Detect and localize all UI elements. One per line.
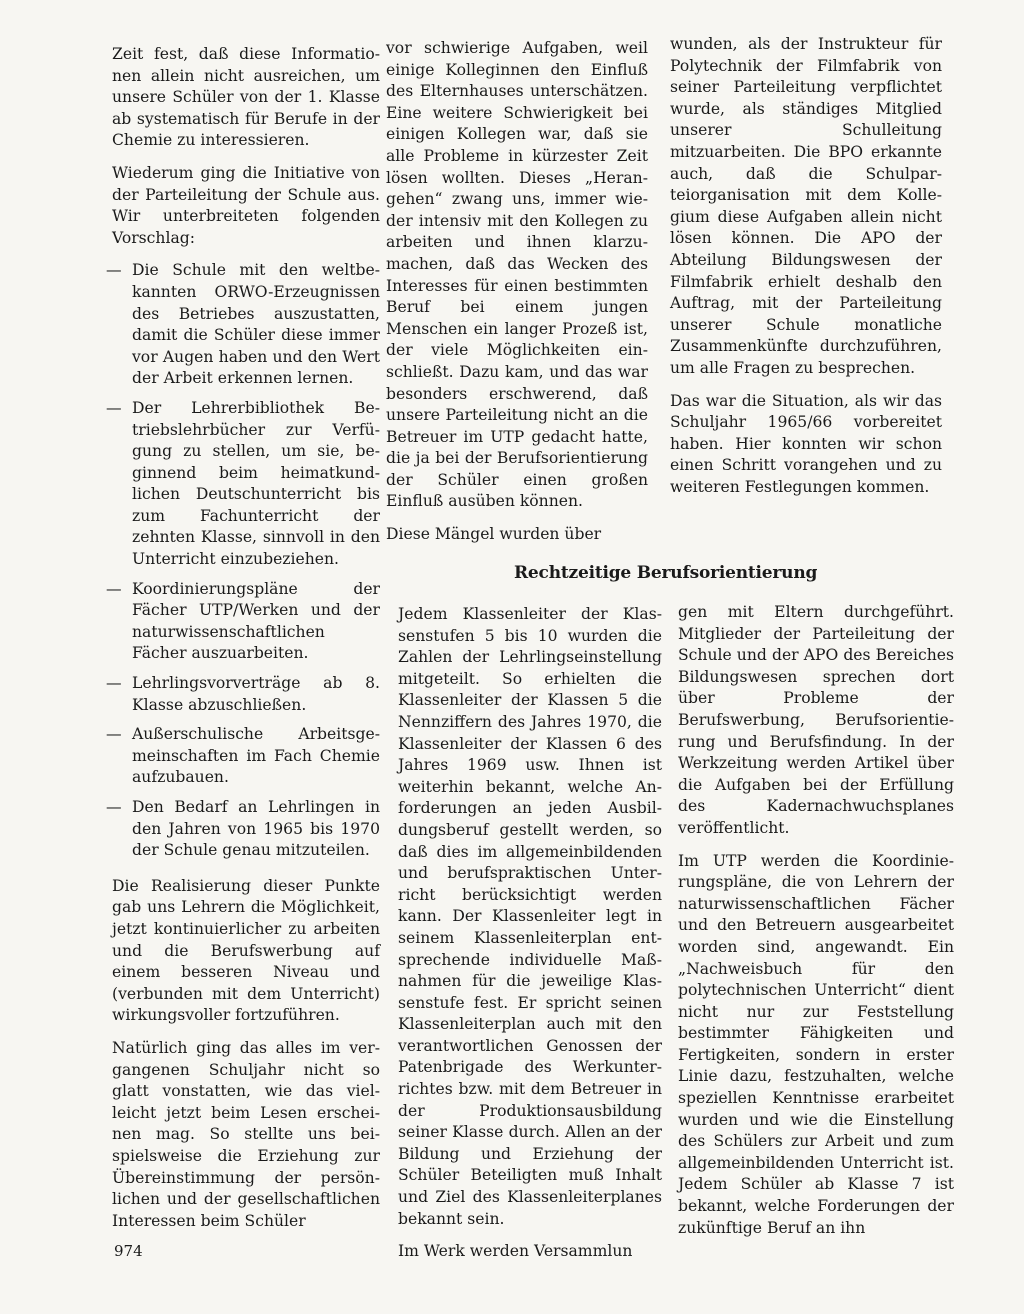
list-item: — Koordinierungspläne der Fächer UTP/Werken und der naturwissenschaftlichen Fächer auszuarbeiten. — [112, 579, 380, 665]
proposal-list — [112, 260, 380, 861]
paragraph: Das war die Situation, als wir das Schuljahr 1965/66 vorbereitet haben. Hier konnten wir schon einen Schritt vorangehen und zu weiteren Festlegungen kommen. — [670, 391, 942, 496]
column-3 — [670, 34, 942, 509]
column-1 — [112, 44, 380, 1243]
paragraph: vor schwierige Aufgaben, weil einige Kolleginnen den Einfluß des Elternhauses unterschätzen. Eine weitere Schwierigkeit bei einigen Kollegen war, daß sie alle Probleme in kürzester Zeit lösen wollten. Dieses „Herangehen“ zwang uns, immer wieder intensiv mit den Kollegen zu arbeiten und ihnen klarzumachen, daß das Wecken des Interesses für einen bestimmten Beruf bei einem jungen Menschen ein langer Prozeß ist, der viele Möglichkeiten einschließt. Dazu kam, und das war besonders erschwerend, daß unsere Parteileitung nicht an die Betreuer im UTP gedacht hatte, die ja bei der Berufsorientierung der Schüler einen großen Einfluß ausüben können. — [386, 39, 648, 511]
paragraph: wunden, als der Instrukteur für Polytechnik der Filmfabrik von seiner Parteileitung verpflichtet wurde, als ständiges Mitglied unserer Schulleitung mitzuarbeiten. Die BPO erkannte auch, daß die Schulparteiorganisation mit dem Kollegium diese Aufgaben allein nicht lösen können. Die APO der Abteilung Bildungswesen der Filmfabrik erhielt deshalb den Auftrag, mit der Parteileitung unserer Schule monatliche Zusammenkünfte durchzuführen, um alle Fragen zu besprechen. — [670, 35, 942, 377]
list-item: — Den Bedarf an Lehrlingen in den Jahren von 1965 bis 1970 der Schule genau mitzuteilen. — [112, 797, 380, 862]
paragraph: Diese Mängel wurden über — [386, 525, 602, 544]
list-item: — Die Schule mit den weltbekannten ORWO-Erzeugnissen des Betriebes auszustatten, damit die Schüler diese immer vor Augen haben und den Wert der Arbeit erkennen lernen. — [112, 260, 380, 390]
column-2 — [386, 38, 648, 557]
paragraph: Jedem Klassenleiter der Klassenstufen 5 bis 10 wurden die Zahlen der Lehrlingseinstellung mitgeteilt. So erhielten die Klassenleiter der Klassen 5 die Nennziffern des Jahres 1970, die Klassenleiter der Klassen 6 des Jahres 1969 usw. Ihnen ist weiterhin bekannt, welche Anforderungen an jeden Ausbildungsberuf gestellt werden, so daß dies im allgemeinbildenden und berufspraktischen Unterricht berücksichtigt werden kann. Der Klassenleiter legt in seinem Klassenleiterplan entsprechende individuelle Maßnahmen für die jeweilige Klassenstufe fest. Er spricht seinen Klassenleiterplan auch mit den verantwortlichen Genossen der Patenbrigade des Werkunterrichtes bzw. mit dem Betreuer in der Produktionsausbildung seiner Klasse durch. Allen an der Bildung und Erziehung der Schüler Beteiligten muß Inhalt und Ziel des Klassenleiterplanes bekannt sein. — [398, 605, 662, 1228]
paragraph: Wiederum ging die Initiative von der Parteileitung der Schule aus. Wir unterbreiteten folgenden Vorschlag: — [112, 163, 380, 247]
paragraph: Natürlich ging das alles im vergangenen Schuljahr nicht so glatt vonstatten, wie das vielleicht jetzt beim Lesen erscheinen mag. So stellte uns beispielsweise die Erziehung zur Übereinstimmung der persönlichen und der gesellschaftlichen Interessen beim Schüler — [112, 1038, 380, 1230]
paragraph: Zeit fest, daß diese Informationen allein nicht ausreichen, um unsere Schüler von der 1. Klasse ab systematisch für Berufe in der Chemie zu interessieren. — [112, 45, 380, 150]
paragraph: gen mit Eltern durchgeführt. Mitglieder der Parteileitung der Schule und der APO des Bereiches Bildungswesen sprechen dort über Probleme der Berufswerbung, Berufsorientierung und Berufsfindung. In der Werkzeitung werden Artikel über die Aufgaben bei der Erfüllung des Kadernachwuchsplanes veröffentlicht. — [678, 603, 954, 837]
list-item: — Außerschulische Arbeitsgemeinschaften im Fach Chemie aufzubauen. — [112, 724, 380, 789]
section-heading: Rechtzeitige Berufsorientierung — [514, 563, 818, 583]
paragraph: Im UTP werden die Koordinierungspläne, die von Lehrern der naturwissenschaftlichen Fächer und den Betreuern ausgearbeitet worden sind, angewandt. Ein „Nachweisbuch für den polytechnischen Unterricht“ dient nicht nur zur Feststellung bestimmter Fähigkeiten und Fertigkeiten, sondern in erster Linie dazu, festzuhalten, welche speziellen Kenntnisse erarbeitet wurden und wie die Einstellung des Schülers zur Arbeit und zum allgemeinbildenden Unterricht ist. Jedem Schüler ab Klasse 7 ist bekannt, welche Forderungen der zukünftige Beruf an ihn — [678, 851, 954, 1237]
column-5 — [678, 602, 954, 1250]
paragraph: Die Realisierung dieser Punkte gab uns Lehrern die Möglichkeit, jetzt kontinuierlicher zu arbeiten und die Berufswerbung auf einem besseren Niveau und (verbunden mit dem Unterricht) wirkungsvoller fortzuführen. — [112, 876, 380, 1025]
column-4 — [398, 604, 662, 1274]
list-item: — Lehrlingsvorverträge ab 8. Klasse abzuschließen. — [112, 673, 380, 716]
page-number: 974 — [114, 1242, 143, 1260]
paragraph: Im Werk werden Versammlun — [398, 1242, 633, 1261]
list-item: — Der Lehrerbibliothek Betriebslehrbücher zur Verfügung zu stellen, um sie, beginnend beim heimatkundlichen Deutschunterricht bis zum Fachunterricht der zehnten Klasse, sinnvoll in den Unterricht einzubeziehen. — [112, 398, 380, 571]
